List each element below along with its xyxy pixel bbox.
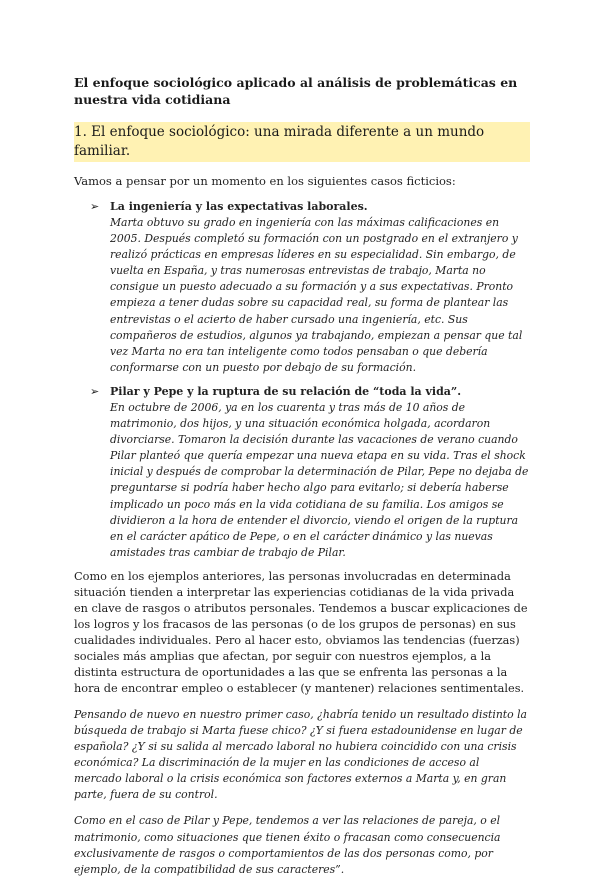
italic-paragraph: Pensando de nuevo en nuestro primer caso, ¿habría tenido un resultado distinto la búsqueda de trabajo si Marta fuese chico? ¿Y si fuera estadounidense en lugar de española? ¿Y si su salida al mercado laboral no hubiera coincidido con una crisis económica? La discriminación de la mujer en las condiciones de acceso al mercado laboral o la crisis económica son factores externos a Marta y, en gran parte, fuera de su control. <box>74 707 527 802</box>
case-body: En octubre de 2006, ya en los cuarenta y tras más de 10 años de matrimonio, dos hijos, y una situación económica holgada, acordaron divorciarse. Tomaron la decisión durante las vacaciones de verano cuando Pilar planteó que quería empezar una nueva etapa en su vida. Tras el shock inicial y después de comprobar la determinación de Pilar, Pepe no dejaba de preguntarse si podría haber hecho algo para evitarlo; si debería haberse implicado un poco más en la vida cotidiana de su familia. Los amigos se dividieron a la hora de entender el divorcio, viendo el origen de la ruptura en el carácter apático de Pepe, o en el carácter dinámico y las nuevas amistades tras cambiar de trabajo de Pilar. <box>110 400 529 559</box>
case-item-marta <box>74 199 530 376</box>
section-heading: 1. El enfoque sociológico: una mirada diferente a un mundo familiar. <box>74 122 530 162</box>
case-title: La ingeniería y las expectativas laborales. <box>110 200 368 213</box>
body-paragraph: Como en los ejemplos anteriores, las personas involucradas en determinada situación tienden a interpretar las experiencias cotidianas de la vida privada en clave de rasgos o atributos personales. Tendemos a buscar explicaciones de los logros y los fracasos de las personas (o de los grupos de personas) en sus cualidades individuales. Pero al hacer esto, obviamos las tendencias (fuerzas) sociales más amplias que afectan, por seguir con nuestros ejemplos, a la distinta estructura de oportunidades a las que se enfrenta las personas a la hora de encontrar empleo o establecer (y mantener) relaciones sentimentales. <box>74 569 528 695</box>
document-title: El enfoque sociológico aplicado al análisis de problemáticas en nuestra vida cotidiana <box>74 75 518 107</box>
intro-paragraph: Vamos a pensar por un momento en los siguientes casos ficticios: <box>74 174 456 188</box>
italic-paragraph: Como en el caso de Pilar y Pepe, tendemos a ver las relaciones de pareja, o el matrimonio, como situaciones que tienen éxito o fracasan como consecuencia exclusivamente de rasgos o comportamientos de las dos personas como, por ejemplo, de la compatibilidad de sus caracteres”. <box>74 814 501 876</box>
case-body: Marta obtuvo su grado en ingeniería con las máximas calificaciones en 2005. Después completó su formación con un postgrado en el extranjero y realizó prácticas en empresas líderes en su especialidad. Sin embargo, de vuelta en España, y tras numerosas entrevistas de trabajo, Marta no consigue un puesto adecuado a su formación y a sus expectativas. Pronto empieza a tener dudas sobre su capacidad real, su forma de plantear las entrevistas o el acierto de haber cursado una ingeniería, etc. Sus compañeros de estudios, algunos ya trabajando, empiezan a pensar que tal vez Marta no era tan inteligente como todos pensaban o que debería conformarse con un puesto por debajo de su formación. <box>110 216 523 374</box>
arrow-bullet-icon: ➢ <box>90 384 100 398</box>
case-item-pilar-pepe <box>74 384 530 561</box>
arrow-bullet-icon: ➢ <box>90 200 100 213</box>
case-title: Pilar y Pepe y la ruptura de su relación de “toda la vida”. <box>110 384 462 398</box>
